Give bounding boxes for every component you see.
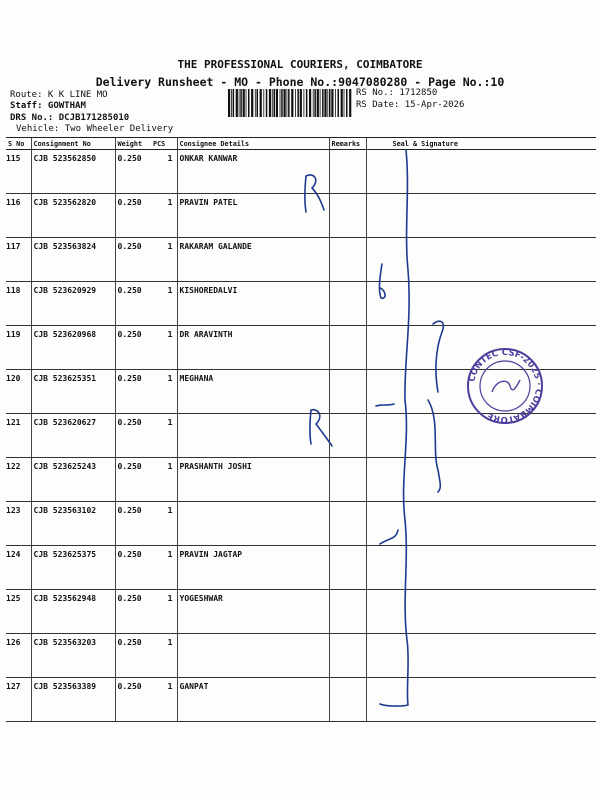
pcs-cell: 1 (151, 634, 177, 678)
consignment-cell: CJB 523625351 (31, 370, 115, 414)
consignee-cell: DR ARAVINTH (177, 326, 329, 370)
sno-cell: 120 (6, 370, 31, 414)
pcs-cell: 1 (151, 546, 177, 590)
initial-mark-116 (305, 175, 324, 212)
weight-cell: 0.250 (115, 634, 151, 678)
rs-date: RS Date: 15-Apr-2026 (356, 100, 465, 110)
weight-cell: 0.250 (115, 370, 151, 414)
consignee-cell: PRAVIN PATEL (177, 194, 329, 238)
route-label: Route: K K LINE MO (10, 90, 108, 100)
initial-mark-122 (310, 410, 332, 446)
pcs-cell: 1 (151, 502, 177, 546)
mark-119 (433, 321, 443, 392)
drs-number: DRS No.: DCJB171285010 (10, 113, 130, 123)
sno-cell: 123 (6, 502, 31, 546)
col-weight: Weight (115, 138, 151, 150)
weight-cell: 0.250 (115, 238, 151, 282)
consignment-cell: CJB 523563824 (31, 238, 115, 282)
mark-123-signature (428, 400, 440, 492)
col-remarks: Remarks (329, 138, 366, 150)
pcs-cell: 1 (151, 282, 177, 326)
pcs-cell: 1 (151, 194, 177, 238)
weight-cell: 0.250 (115, 502, 151, 546)
col-sno: S No (6, 138, 31, 150)
consignee-cell: PRASHANTH JOSHI (177, 458, 329, 502)
sno-cell: 122 (6, 458, 31, 502)
consignee-cell: RAKARAM GALANDE (177, 238, 329, 282)
sno-cell: 117 (6, 238, 31, 282)
weight-cell: 0.250 (115, 326, 151, 370)
rs-number: RS No.: 1712850 (356, 88, 438, 98)
consignment-cell: CJB 523620929 (31, 282, 115, 326)
consignee-cell: YOGESHWAR (177, 590, 329, 634)
col-consignment: Consignment No (31, 138, 115, 150)
mark-row-4 (376, 404, 394, 406)
weight-cell: 0.250 (115, 546, 151, 590)
consignment-cell: CJB 523563203 (31, 634, 115, 678)
company-title: THE PROFESSIONAL COURIERS, COIMBATORE (177, 58, 423, 71)
col-pcs: PCS (151, 138, 177, 150)
pcs-cell: 1 (151, 414, 177, 458)
consignment-cell: CJB 523563102 (31, 502, 115, 546)
consignee-cell: PRAVIN JAGTAP (177, 546, 329, 590)
sno-cell: 119 (6, 326, 31, 370)
sno-cell: 116 (6, 194, 31, 238)
pcs-cell: 1 (151, 370, 177, 414)
mark-124 (380, 530, 398, 544)
pcs-cell: 1 (151, 678, 177, 722)
consignee-cell: MEGHANA (177, 370, 329, 414)
weight-cell: 0.250 (115, 282, 151, 326)
consignment-cell: CJB 523625375 (31, 546, 115, 590)
sno-cell: 127 (6, 678, 31, 722)
sno-cell: 115 (6, 150, 31, 194)
seal-stamp (467, 348, 543, 424)
vehicle-label: Vehicle: Two Wheeler Delivery (16, 124, 174, 134)
col-seal-signature: Seal & Signature (366, 138, 596, 150)
consignment-cell: CJB 523562820 (31, 194, 115, 238)
weight-cell: 0.250 (115, 590, 151, 634)
weight-cell: 0.250 (115, 194, 151, 238)
seal-ring-text: CONTEC CSF-2025 · COIMBATORE (467, 347, 544, 425)
consignment-cell: CJB 523620968 (31, 326, 115, 370)
sno-cell: 118 (6, 282, 31, 326)
signature-long-stroke (380, 150, 409, 706)
sno-cell: 125 (6, 590, 31, 634)
consignment-cell: CJB 523562850 (31, 150, 115, 194)
sno-cell: 126 (6, 634, 31, 678)
consignee-cell: ONKAR KANWAR (177, 150, 329, 194)
weight-cell: 0.250 (115, 414, 151, 458)
consignment-cell: CJB 523625243 (31, 458, 115, 502)
consignee-cell: KISHOREDALVI (177, 282, 329, 326)
consignment-cell: CJB 523562948 (31, 590, 115, 634)
sno-cell: 124 (6, 546, 31, 590)
weight-cell: 0.250 (115, 458, 151, 502)
consignee-cell: GANPAT (177, 678, 329, 722)
pcs-cell: 1 (151, 590, 177, 634)
pcs-cell: 1 (151, 326, 177, 370)
pcs-cell: 1 (151, 150, 177, 194)
pcs-cell: 1 (151, 238, 177, 282)
pcs-cell: 1 (151, 458, 177, 502)
staff-label: Staff: GOWTHAM (10, 101, 86, 111)
runsheet-subtitle: Delivery Runsheet - MO - Phone No.:9047080280 - Page No.:10 (95, 75, 505, 89)
consignment-cell: CJB 523563389 (31, 678, 115, 722)
sno-cell: 121 (6, 414, 31, 458)
consignment-cell: CJB 523620627 (31, 414, 115, 458)
weight-cell: 0.250 (115, 678, 151, 722)
col-consignee: Consignee Details (177, 138, 329, 150)
weight-cell: 0.250 (115, 150, 151, 194)
mark-118 (379, 264, 385, 298)
